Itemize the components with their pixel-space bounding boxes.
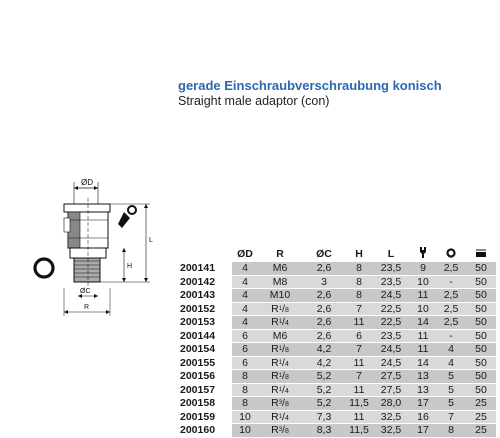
table-row <box>178 262 496 275</box>
cell-oc: 2,6 <box>302 289 346 303</box>
wrench-icon <box>418 247 428 258</box>
cell-r: M8 <box>258 275 302 289</box>
cell-qty: 50 <box>466 316 496 330</box>
cell-oc: 4,2 <box>302 343 346 357</box>
table-row <box>178 410 496 424</box>
table-row <box>178 397 496 411</box>
label-oc: ØC <box>80 288 91 295</box>
cell-h: 8 <box>346 275 372 289</box>
dimensions-table <box>178 246 496 438</box>
cell-wrench: 14 <box>410 316 436 330</box>
cell-h: 6 <box>346 329 372 343</box>
cell-oc: 2,6 <box>302 329 346 343</box>
table-row <box>178 275 496 289</box>
cell-code: 200154 <box>178 343 232 357</box>
cell-h: 7 <box>346 302 372 316</box>
cell-oring: 4 <box>436 356 466 370</box>
cell-od: 4 <box>232 289 258 303</box>
cell-wrench: 10 <box>410 302 436 316</box>
cell-code: 200155 <box>178 356 232 370</box>
cell-oring: 2,5 <box>436 289 466 303</box>
cell-l: 24,5 <box>372 289 410 303</box>
label-l: L <box>149 237 153 244</box>
cell-l: 27,5 <box>372 383 410 397</box>
cell-l: 27,5 <box>372 370 410 384</box>
cell-r: $R^1/^8$ <box>258 302 302 316</box>
cell-h: 8 <box>346 262 372 275</box>
cell-wrench: 14 <box>410 356 436 370</box>
cell-oc: 2,6 <box>302 262 346 275</box>
cell-l: 24,5 <box>372 343 410 357</box>
cell-l: 23,5 <box>372 262 410 275</box>
cell-qty: 50 <box>466 289 496 303</box>
cell-r: $R^1/^8$ <box>258 370 302 384</box>
cell-r: $R^1/^4$ <box>258 383 302 397</box>
cell-oc: 3 <box>302 275 346 289</box>
header-code <box>178 246 232 262</box>
cell-od: 8 <box>232 370 258 384</box>
cell-oc: 2,6 <box>302 316 346 330</box>
cell-h: 11 <box>346 410 372 424</box>
cell-r: $R^1/^4$ <box>258 356 302 370</box>
wrench-symbol <box>118 206 136 228</box>
cell-qty: 50 <box>466 262 496 275</box>
header-r: R <box>276 248 284 260</box>
table-row <box>178 302 496 316</box>
cell-code: 200153 <box>178 316 232 330</box>
cell-od: 10 <box>232 424 258 438</box>
cell-code: 200160 <box>178 424 232 438</box>
table-row <box>178 343 496 357</box>
cell-l: 22,5 <box>372 302 410 316</box>
cell-qty: 25 <box>466 410 496 424</box>
cell-h: 11 <box>346 316 372 330</box>
cell-oring: 2,5 <box>436 316 466 330</box>
header-oring <box>436 246 466 262</box>
cell-od: 6 <box>232 343 258 357</box>
cell-oc: 5,2 <box>302 383 346 397</box>
o-ring-icon <box>446 248 456 258</box>
cell-qty: 50 <box>466 383 496 397</box>
cell-h: 8 <box>346 289 372 303</box>
cell-wrench: 10 <box>410 275 436 289</box>
cell-oring: 2,5 <box>436 302 466 316</box>
cell-r: $R^1/^8$ <box>258 343 302 357</box>
cell-r: $R^3/^8$ <box>258 424 302 438</box>
cell-h: 11,5 <box>346 424 372 438</box>
cell-oc: 7,3 <box>302 410 346 424</box>
cell-qty: 50 <box>466 370 496 384</box>
cell-l: 32,5 <box>372 410 410 424</box>
cell-h: 11,5 <box>346 397 372 411</box>
cell-od: 4 <box>232 275 258 289</box>
cell-od: 4 <box>232 316 258 330</box>
label-h: H <box>127 263 133 270</box>
header-od: ØD <box>237 248 253 260</box>
cell-oc: 5,2 <box>302 370 346 384</box>
cell-qty: 50 <box>466 302 496 316</box>
dimensions-table-wrap <box>178 246 496 438</box>
cell-wrench: 9 <box>410 262 436 275</box>
header-oc: ØC <box>316 248 332 260</box>
package-icon <box>475 248 487 258</box>
cell-r: $R^1/^4$ <box>258 316 302 330</box>
label-r: R <box>84 304 90 311</box>
cell-oc: 4,2 <box>302 356 346 370</box>
cell-oc: 2,6 <box>302 302 346 316</box>
table-row <box>178 356 496 370</box>
cell-code: 200143 <box>178 289 232 303</box>
cell-od: 6 <box>232 329 258 343</box>
cell-qty: 50 <box>466 329 496 343</box>
cell-l: 23,5 <box>372 275 410 289</box>
cell-qty: 50 <box>466 356 496 370</box>
title-english: Straight male adaptor (con) <box>178 94 330 108</box>
cell-h: 7 <box>346 370 372 384</box>
cell-qty: 25 <box>466 397 496 411</box>
cell-code: 200158 <box>178 397 232 411</box>
cell-oring: - <box>436 329 466 343</box>
cell-qty: 50 <box>466 343 496 357</box>
cell-oring: 7 <box>436 410 466 424</box>
cell-r: M6 <box>258 262 302 275</box>
cell-h: 11 <box>346 383 372 397</box>
cell-oring: 4 <box>436 343 466 357</box>
cell-l: 22,5 <box>372 316 410 330</box>
cell-code: 200152 <box>178 302 232 316</box>
cell-oc: 8,3 <box>302 424 346 438</box>
cell-od: 8 <box>232 397 258 411</box>
cell-wrench: 11 <box>410 343 436 357</box>
cell-code: 200142 <box>178 275 232 289</box>
fitting-drawing <box>28 160 160 320</box>
cell-oring: 2,5 <box>436 262 466 275</box>
cell-oring: 5 <box>436 383 466 397</box>
cell-wrench: 16 <box>410 410 436 424</box>
header-l: L <box>387 248 395 260</box>
cell-od: 10 <box>232 410 258 424</box>
cell-l: 24,5 <box>372 356 410 370</box>
table-row <box>178 289 496 303</box>
table-row <box>178 316 496 330</box>
cell-wrench: 17 <box>410 424 436 438</box>
cell-r: $R^3/^8$ <box>258 397 302 411</box>
title-german: gerade Einschraubverschraubung konisch <box>178 78 442 93</box>
cell-code: 200157 <box>178 383 232 397</box>
o-ring-symbol <box>35 259 53 277</box>
cell-code: 200156 <box>178 370 232 384</box>
cell-oring: 8 <box>436 424 466 438</box>
cell-r: $R^1/^4$ <box>258 410 302 424</box>
cell-qty: 25 <box>466 424 496 438</box>
header-qty <box>466 246 496 262</box>
table-header <box>178 246 496 262</box>
header-h: H <box>355 248 363 260</box>
cell-oring: 5 <box>436 370 466 384</box>
cell-wrench: 11 <box>410 329 436 343</box>
table-row <box>178 370 496 384</box>
cell-l: 28,0 <box>372 397 410 411</box>
cell-code: 200159 <box>178 410 232 424</box>
cell-wrench: 13 <box>410 370 436 384</box>
cell-od: 8 <box>232 383 258 397</box>
cell-oc: 5,2 <box>302 397 346 411</box>
cell-l: 32,5 <box>372 424 410 438</box>
cell-od: 6 <box>232 356 258 370</box>
cell-wrench: 11 <box>410 289 436 303</box>
cell-oring: - <box>436 275 466 289</box>
cell-h: 11 <box>346 356 372 370</box>
table-row <box>178 383 496 397</box>
label-od: ØD <box>81 178 93 187</box>
table-row <box>178 424 496 438</box>
cell-r: M6 <box>258 329 302 343</box>
header-wrench <box>410 246 436 262</box>
cell-code: 200141 <box>178 262 232 275</box>
cell-l: 23,5 <box>372 329 410 343</box>
cell-oring: 5 <box>436 397 466 411</box>
cell-od: 4 <box>232 302 258 316</box>
cell-qty: 50 <box>466 275 496 289</box>
cell-code: 200144 <box>178 329 232 343</box>
cell-r: M10 <box>258 289 302 303</box>
cell-wrench: 17 <box>410 397 436 411</box>
cell-h: 7 <box>346 343 372 357</box>
cell-wrench: 13 <box>410 383 436 397</box>
table-row <box>178 329 496 343</box>
cell-od: 4 <box>232 262 258 275</box>
